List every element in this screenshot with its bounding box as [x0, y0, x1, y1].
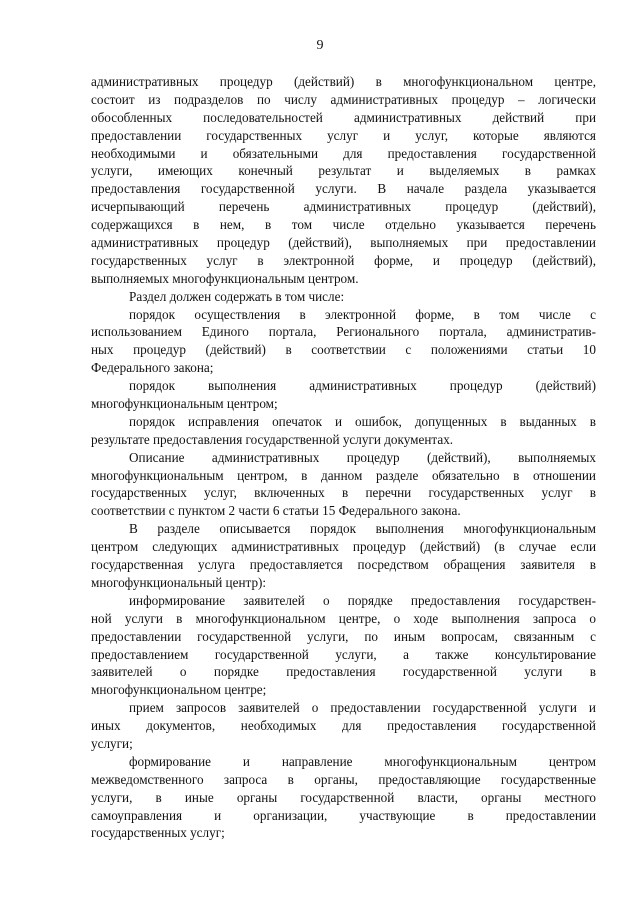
- text-line: обособленных последовательностей административных действий при: [91, 109, 596, 125]
- text-line: Описание административных процедур (действий), выполняемых: [129, 449, 596, 465]
- text-line: необходимыми и обязательными для предоставления государственной: [91, 145, 596, 161]
- text-line: исчерпывающий перечень административных процедур (действий),: [91, 199, 596, 215]
- text-line: самоуправления и организации, участвующие в предоставлении: [91, 807, 596, 823]
- text-line: порядок выполнения административных процедур (действий): [129, 378, 596, 394]
- text-line: иных документов, необходимых для предоставления государственной: [91, 718, 596, 734]
- text-line: использованием Единого портала, Регионального портала, административ-: [91, 324, 596, 340]
- text-line: административных процедур (действий) в многофункциональном центре,: [91, 74, 596, 89]
- text-line: предоставлением государственной услуги, а также консультирование: [91, 646, 596, 662]
- text-line: государственная услуга предоставляется посредством обращения заявителя в: [91, 557, 596, 573]
- text-line: предоставлении государственных услуг и услуг, которые являются: [91, 127, 596, 143]
- text-line: выполняемых многофункциональным центром.: [91, 270, 359, 286]
- text-line: порядок исправления опечаток и ошибок, допущенных в выданных в: [129, 413, 596, 429]
- text-line: услуги, имеющих конечный результат и выделяемых в рамках: [91, 163, 596, 179]
- text-line: предоставления государственной услуги. В начале раздела указывается: [91, 181, 596, 197]
- text-line: многофункциональным центром, в данном разделе обязательно в отношении: [91, 467, 596, 483]
- text-line: государственных услуг в электронной форме, и процедур (действий),: [91, 252, 596, 268]
- text-line: заявителей о порядке предоставления государственной услуги в: [91, 664, 596, 680]
- text-line: услуги;: [91, 735, 133, 751]
- text-line: административных процедур (действий), выполняемых при предоставлении: [91, 235, 596, 251]
- text-line: ной услуги в многофункциональном центре, о ходе выполнения запроса о: [91, 610, 596, 626]
- text-line: многофункциональным центром;: [91, 396, 278, 412]
- text-line: ных процедур (действий) в соответствии с положениями статьи 10: [91, 342, 596, 358]
- text-line: государственных услуг;: [91, 825, 225, 841]
- text-line: состоит из подразделов по числу административных процедур – логически: [91, 91, 596, 107]
- text-line: предоставлении государственной услуги, по иным вопросам, связанным с: [91, 628, 596, 644]
- text-line: соответствии с пунктом 2 части 6 статьи 15 Федерального закона.: [91, 503, 461, 519]
- text-line: содержащихся в нем, в том числе отдельно указывается перечень: [91, 217, 596, 233]
- text-line: В разделе описывается порядок выполнения многофункциональным: [129, 521, 596, 537]
- text-line: услуги, в иные органы государственной власти, органы местного: [91, 789, 596, 805]
- text-line: межведомственного запроса в органы, предоставляющие государственные: [91, 771, 596, 787]
- page-number: 9: [316, 38, 324, 53]
- text-line: информирование заявителей о порядке предоставления государствен-: [129, 592, 596, 608]
- text-line: порядок осуществления в электронной форме, в том числе с: [129, 306, 596, 322]
- text-line: Федерального закона;: [91, 360, 214, 376]
- text-line: многофункциональный центр):: [91, 574, 267, 590]
- text-line: центром следующих административных процедур (действий) (в случае если: [91, 539, 596, 555]
- document-body: [91, 73, 596, 842]
- text-line: Раздел должен содержать в том числе:: [129, 288, 345, 304]
- text-line: формирование и направление многофункциональным центром: [129, 753, 596, 769]
- text-line: результате предоставления государственной услуги документах.: [91, 431, 454, 447]
- text-line: прием запросов заявителей о предоставлении государственной услуги и: [129, 700, 596, 716]
- text-line: государственных услуг, включенных в перечни государственных услуг в: [91, 485, 596, 501]
- text-line: многофункциональном центре;: [91, 682, 267, 698]
